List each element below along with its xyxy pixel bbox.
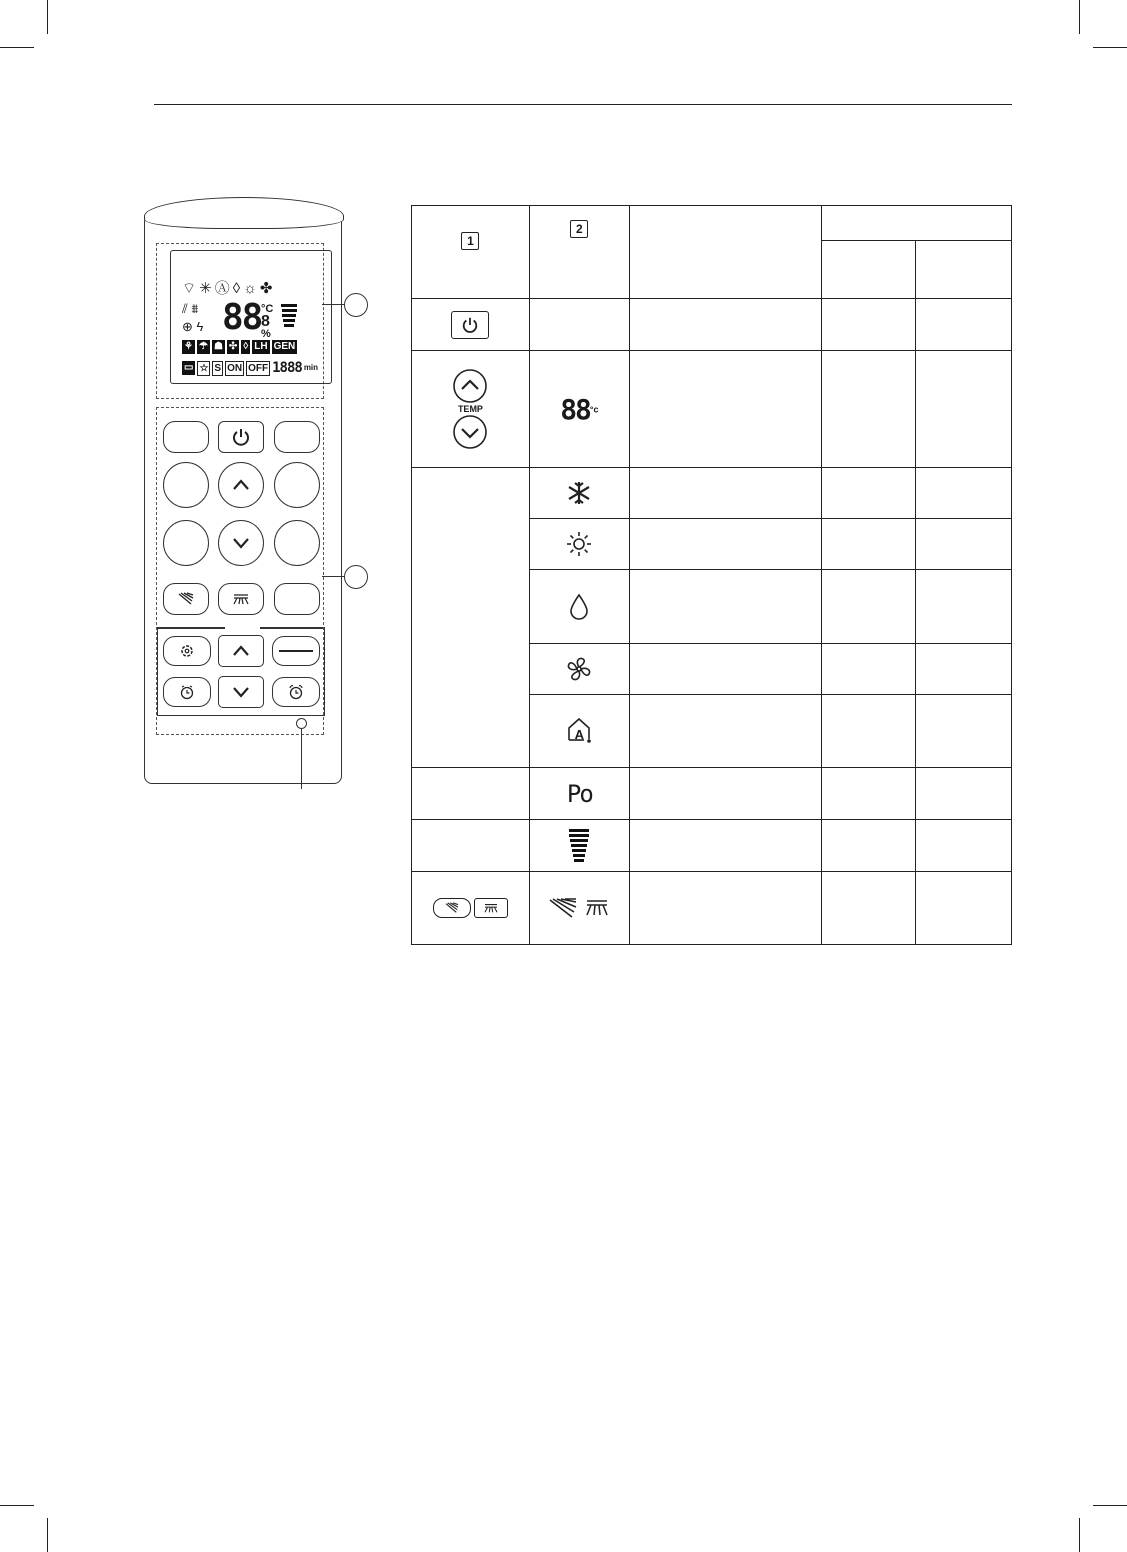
lcd-feature-icon: ◊ (243, 341, 249, 352)
lcd-feature-icon: ☂ (198, 341, 208, 352)
callout-2 (344, 565, 368, 589)
vertical-swing-button-icon (433, 898, 471, 918)
vertical-swing-button[interactable] (163, 583, 209, 615)
temp-label: TEMP (457, 404, 483, 414)
lcd-feature-icon: ⚘ (184, 341, 193, 352)
table-row (412, 768, 1012, 820)
remote-button-left-circle-2[interactable] (163, 520, 209, 566)
table-cell (822, 519, 916, 570)
battery-icon: ▭ (184, 362, 194, 373)
table-header-col1 (412, 206, 530, 299)
chevron-down-icon (231, 685, 251, 699)
swing-icon: ⫽ ⩩ (182, 301, 199, 316)
crop-mark (0, 1505, 34, 1506)
table-header-sub1 (822, 241, 916, 299)
table-cell (629, 644, 822, 695)
table-header-sub2 (916, 241, 1012, 299)
fan-speed-bars-icon (281, 304, 297, 329)
table-cell (629, 570, 822, 644)
lcd-timer-row (182, 360, 318, 376)
power-button-icon (451, 311, 489, 339)
function-table (411, 205, 1012, 945)
horizontal-swing-button-icon (474, 898, 508, 918)
timer-on-button[interactable] (163, 677, 211, 707)
vertical-swing-icon (444, 902, 460, 914)
fan-speed-bars-icon (569, 829, 589, 862)
lcd-percent: % (261, 328, 271, 340)
reset-hole[interactable] (296, 718, 307, 729)
temp-display-unit: °c (589, 404, 599, 415)
table-cell (916, 351, 1012, 468)
table-cell (412, 820, 530, 872)
table-row (412, 299, 1012, 351)
temp-down-button[interactable] (218, 520, 264, 566)
lcd-off: OFF (248, 362, 269, 374)
crop-mark (47, 1518, 48, 1552)
snowflake-icon (566, 480, 592, 506)
plug-icon: ⊕ ϟ (182, 319, 204, 334)
vertical-swing-icon (177, 592, 195, 606)
table-cell (916, 519, 1012, 570)
table-cell (822, 644, 916, 695)
power-button[interactable] (218, 421, 264, 453)
crop-mark (1079, 1518, 1080, 1552)
lcd-feature-icon: ☗ (213, 341, 223, 352)
table-cell (529, 644, 629, 695)
table-header-col3 (629, 206, 822, 299)
table-row (412, 820, 1012, 872)
remote-top-cap (144, 197, 344, 229)
table-cell (529, 768, 629, 820)
lcd-s: S (214, 362, 222, 374)
remote-button-left-top[interactable] (163, 421, 209, 453)
callout-1 (344, 293, 368, 317)
table-cell (916, 695, 1012, 768)
signal-icon: ⌔ (182, 280, 197, 297)
callout-box-2: 2 (570, 220, 588, 238)
lcd-feature-icon: ✣ (228, 341, 238, 352)
temp-display-digits: 88 (560, 392, 590, 426)
minus-icon (279, 650, 313, 652)
table-cell (629, 299, 822, 351)
callout-box-1: 1 (461, 232, 479, 250)
table-cell (916, 299, 1012, 351)
remote-button-right-circle-2[interactable] (274, 520, 320, 566)
table-cell (529, 695, 629, 768)
fan-icon (565, 655, 593, 683)
lcd-on: ON (227, 362, 243, 374)
table-cell (629, 519, 822, 570)
chevron-up-icon (231, 644, 251, 658)
table-cell (822, 468, 916, 519)
function-dash-button[interactable] (272, 636, 320, 666)
table-header-col2 (529, 206, 629, 299)
alarm-clock-icon (288, 684, 304, 700)
table-cell (412, 299, 530, 351)
po-display: Po (566, 779, 592, 808)
remote-button-right-top[interactable] (274, 421, 320, 453)
table-cell (412, 768, 530, 820)
table-cell (822, 299, 916, 351)
fan-icon: ✤ (259, 280, 273, 297)
table-cell (822, 820, 916, 872)
function-up-button[interactable] (218, 635, 264, 667)
callout-1-leader (322, 304, 346, 305)
table-cell (822, 695, 916, 768)
crop-mark (0, 47, 34, 48)
table-row (412, 468, 1012, 519)
temp-up-down-icon (412, 368, 529, 450)
vertical-swing-icon (548, 897, 578, 919)
remote-button-left-circle-1[interactable] (163, 462, 209, 508)
function-down-button[interactable] (218, 676, 264, 708)
crop-mark (1093, 1505, 1127, 1506)
table-cell (822, 872, 916, 945)
auto-letter: A (574, 726, 585, 742)
lcd-temperature: 88 (222, 297, 262, 338)
callout-2-leader (322, 576, 346, 577)
crop-mark (1079, 0, 1080, 34)
lcd-swing-icons (182, 302, 203, 334)
drop-icon: ◊ (232, 280, 241, 297)
swing-buttons-icon (412, 898, 529, 918)
table-cell (629, 820, 822, 872)
table-cell (916, 872, 1012, 945)
lcd-units (261, 304, 273, 340)
table-cell (916, 768, 1012, 820)
horizontal-swing-button[interactable] (218, 583, 264, 615)
power-icon (461, 316, 479, 334)
table-cell (822, 768, 916, 820)
horizontal-swing-icon (584, 897, 610, 919)
table-cell (529, 468, 629, 519)
auto-icon: Ⓐ (214, 280, 230, 297)
lcd-mode-icons (182, 280, 272, 298)
chevron-down-circle-icon (452, 414, 488, 450)
table-cell (916, 570, 1012, 644)
group-top-rule (157, 627, 225, 629)
drop-icon (568, 593, 590, 621)
lcd-time: 1888 (272, 360, 302, 376)
power-icon (231, 427, 251, 447)
table-cell-mode-button (412, 468, 530, 768)
table-cell (629, 695, 822, 768)
table-cell (916, 644, 1012, 695)
temp-up-button[interactable] (218, 462, 264, 508)
table-row (412, 351, 1012, 468)
table-cell (916, 468, 1012, 519)
remote-button-right-row4[interactable] (274, 583, 320, 615)
chevron-up-circle-icon (452, 368, 488, 404)
group-top-rule (260, 627, 323, 629)
table-cell (529, 570, 629, 644)
star-icon: ☆ (199, 362, 209, 374)
gear-icon (179, 643, 195, 659)
reset-leader-line (301, 729, 302, 789)
table-cell (629, 872, 822, 945)
horizontal-swing-icon (231, 592, 251, 606)
table-cell (529, 820, 629, 872)
sun-icon: ☼ (243, 280, 257, 297)
sun-icon (566, 531, 592, 557)
snowflake-icon: ✳ (199, 280, 212, 297)
table-cell (412, 351, 530, 468)
lcd-small-digit: 8 (261, 313, 270, 330)
chevron-up-icon (231, 478, 251, 492)
table-cell (529, 519, 629, 570)
lcd-gen: GEN (273, 341, 296, 352)
horizontal-swing-icon (482, 902, 500, 914)
table-cell (629, 468, 822, 519)
clock-icon (179, 684, 195, 700)
lcd-lh: LH (254, 341, 268, 352)
table-cell (629, 768, 822, 820)
table-cell (822, 351, 916, 468)
settings-button[interactable] (163, 636, 211, 666)
table-cell (529, 872, 629, 945)
lcd-feature-row (182, 340, 297, 354)
timer-off-button[interactable] (272, 677, 320, 707)
table-cell (412, 872, 530, 945)
table-cell (629, 351, 822, 468)
table-cell (916, 820, 1012, 872)
table-cell (529, 351, 629, 468)
remote-button-right-circle-1[interactable] (274, 462, 320, 508)
lcd-unit-c: °C (261, 303, 274, 315)
table-cell (529, 299, 629, 351)
chevron-down-icon (231, 536, 251, 550)
table-header-group (822, 206, 1012, 241)
table-row (412, 872, 1012, 945)
lcd-min: min (303, 363, 319, 372)
header-rule (154, 104, 1012, 105)
crop-mark (1093, 47, 1127, 48)
table-cell (822, 570, 916, 644)
crop-mark (47, 0, 48, 34)
